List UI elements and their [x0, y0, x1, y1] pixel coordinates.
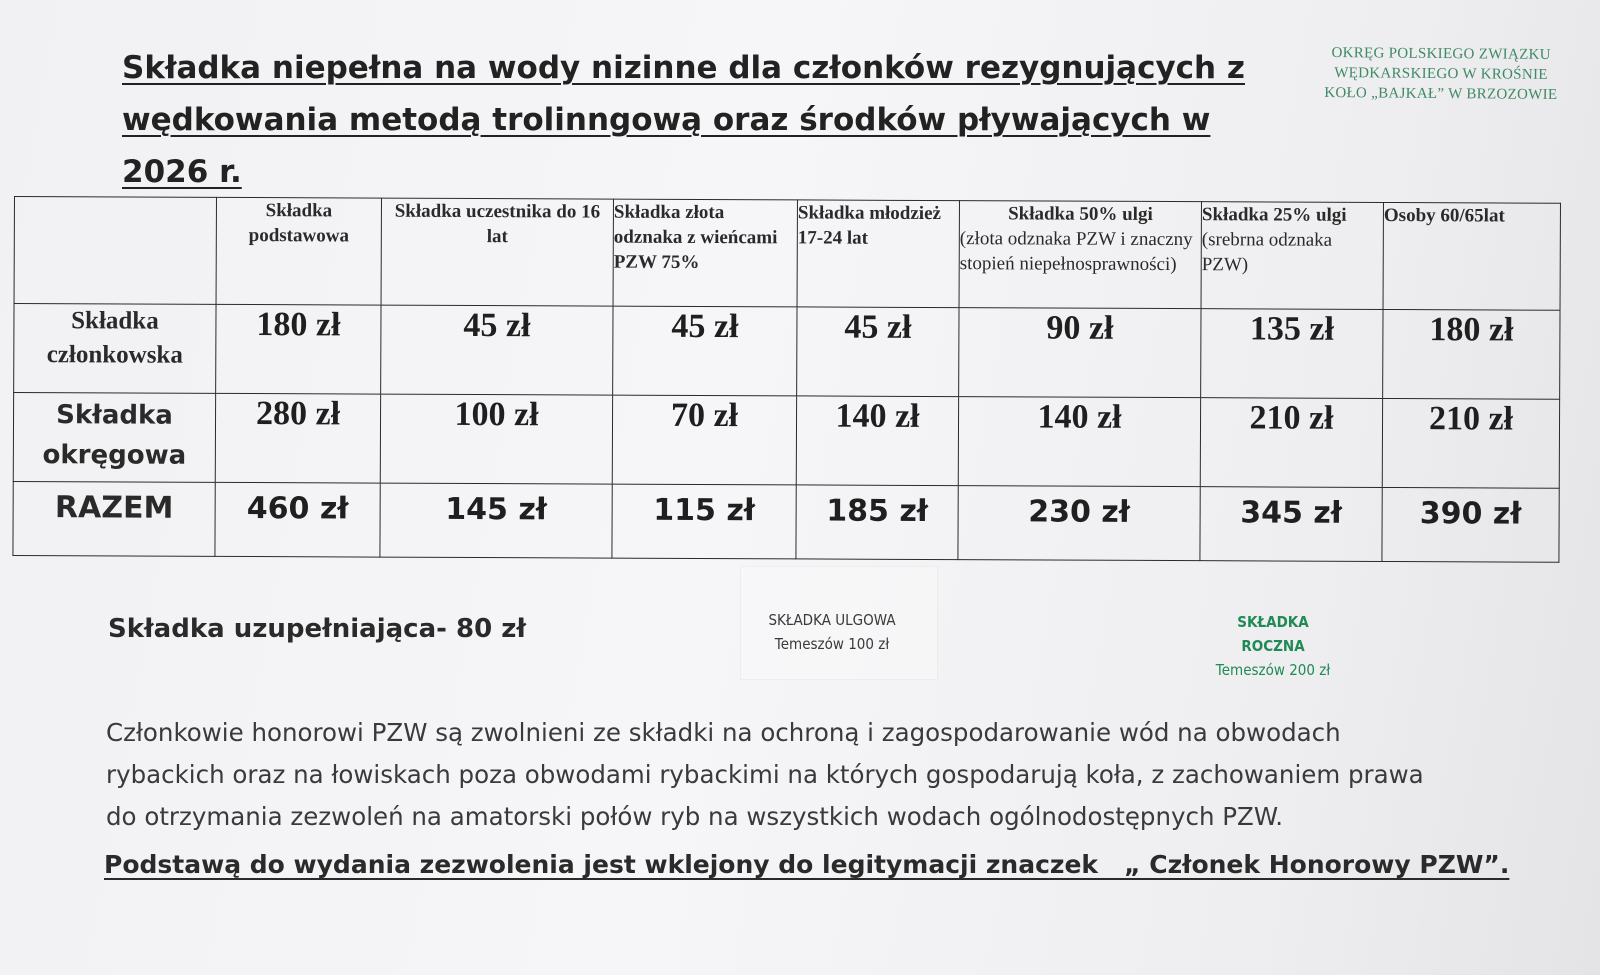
header-gold-badge: Składka złota odznaka z wieńcami PZW 75% [613, 199, 797, 307]
paragraph-line-1: Członkowie honorowi PZW są zwolnieni ze składki na ochroną i zagospodarowanie wód na obwodach [106, 718, 1341, 747]
cell-value: 210 zł [1200, 398, 1382, 487]
organization-stamp [1316, 43, 1567, 105]
cell-value: 140 zł [796, 396, 958, 485]
supplementary-fee: Składka uzupełniająca- 80 zł [108, 614, 526, 644]
header-youth: Składka młodzież 17-24 lat [797, 200, 959, 308]
header-25-percent-title: Składka 25% ulgi [1201, 204, 1347, 226]
table-corner-cell [14, 197, 216, 305]
table-row-total [13, 481, 1559, 562]
table-row-membership [14, 304, 1560, 399]
fees-table [12, 196, 1561, 563]
stamp-org-line-1: OKRĘG POLSKIEGO ZWIĄZKU [1331, 45, 1551, 63]
cell-value: 140 zł [958, 397, 1200, 487]
cell-value: 45 zł [613, 306, 797, 396]
cell-value: 115 zł [612, 484, 796, 559]
cell-value: 90 zł [959, 308, 1201, 398]
stamp-org-line-2: WĘDKARSKIEGO W KROŚNIE [1334, 65, 1548, 83]
header-basic: Składka podstawowa [216, 197, 381, 305]
honorary-members-paragraph [106, 712, 1486, 838]
cell-value: 135 zł [1201, 309, 1383, 398]
header-50-percent-note: (złota odznaka PZW i znaczny stopień niepełnosprawności) [959, 228, 1193, 276]
row-label-total: RAZEM [13, 481, 215, 556]
cell-value: 210 zł [1382, 398, 1559, 487]
title-line-1: Składka niepełna na wody nizinne dla członków rezygnujących z [122, 50, 1245, 86]
cell-value: 180 zł [1383, 310, 1560, 399]
cell-value: 390 zł [1382, 487, 1559, 562]
row-label-membership: Składka członkowska [14, 304, 216, 394]
cell-value: 460 zł [215, 482, 380, 557]
stamp-org-line-3: KOŁO „BAJKAŁ” W BRZOZOWIE [1324, 84, 1558, 104]
cell-value: 70 zł [612, 395, 796, 485]
cell-value: 45 zł [381, 305, 613, 395]
stamp-reduced-line-2: Temeszów 100 zł [774, 635, 890, 653]
row-label-district-text: Składka okręgowa [42, 400, 187, 471]
header-under-16: Składka uczestnika do 16 lat [381, 198, 613, 306]
cell-value: 230 zł [958, 485, 1200, 560]
cell-value: 100 zł [380, 394, 612, 484]
stamp-reduced-line-1: SKŁADKA ULGOWA [768, 611, 896, 629]
document-title [122, 42, 1302, 198]
stamp-annual-line-1: SKŁADKA ROCZNA [1237, 613, 1309, 655]
table-row-district [13, 392, 1559, 487]
header-50-percent-title: Składka 50% ulgi [1008, 203, 1153, 225]
stamp-annual-line-2: Temeszów 200 zł [1215, 661, 1331, 679]
header-25-percent [1201, 202, 1383, 310]
cell-value: 280 zł [215, 393, 380, 482]
stamp-annual-fee [1206, 610, 1341, 682]
header-25-percent-note: (srebrna odznaka PZW) [1201, 229, 1333, 276]
header-seniors: Osoby 60/65lat [1383, 202, 1560, 310]
header-50-percent [959, 201, 1201, 309]
cell-value: 185 zł [796, 485, 958, 560]
cell-value: 345 zł [1200, 486, 1382, 561]
cell-value: 180 zł [216, 305, 381, 394]
paragraph-line-2: rybackich oraz na łowiskach poza obwodami rybackimi na których gospodarują koła, z zachowaniem prawa [106, 760, 1424, 789]
stamp-reduced-fee [760, 608, 904, 656]
paragraph-line-3: do otrzymania zezwoleń na amatorski połów ryb na wszystkich wodach ogólnodostępnych PZW. [106, 802, 1284, 831]
cell-value: 45 zł [797, 307, 959, 396]
footer-note: Podstawą do wydania zezwolenia jest wklejony do legitymacji znaczek „ Członek Honorowy PZW”. [104, 850, 1510, 879]
title-line-2: wędkowania metodą trolinngową oraz środków pływających w 2026 r. [122, 102, 1211, 190]
row-label-district [13, 392, 215, 482]
cell-value: 145 zł [380, 483, 612, 558]
table-header-row [14, 197, 1560, 311]
